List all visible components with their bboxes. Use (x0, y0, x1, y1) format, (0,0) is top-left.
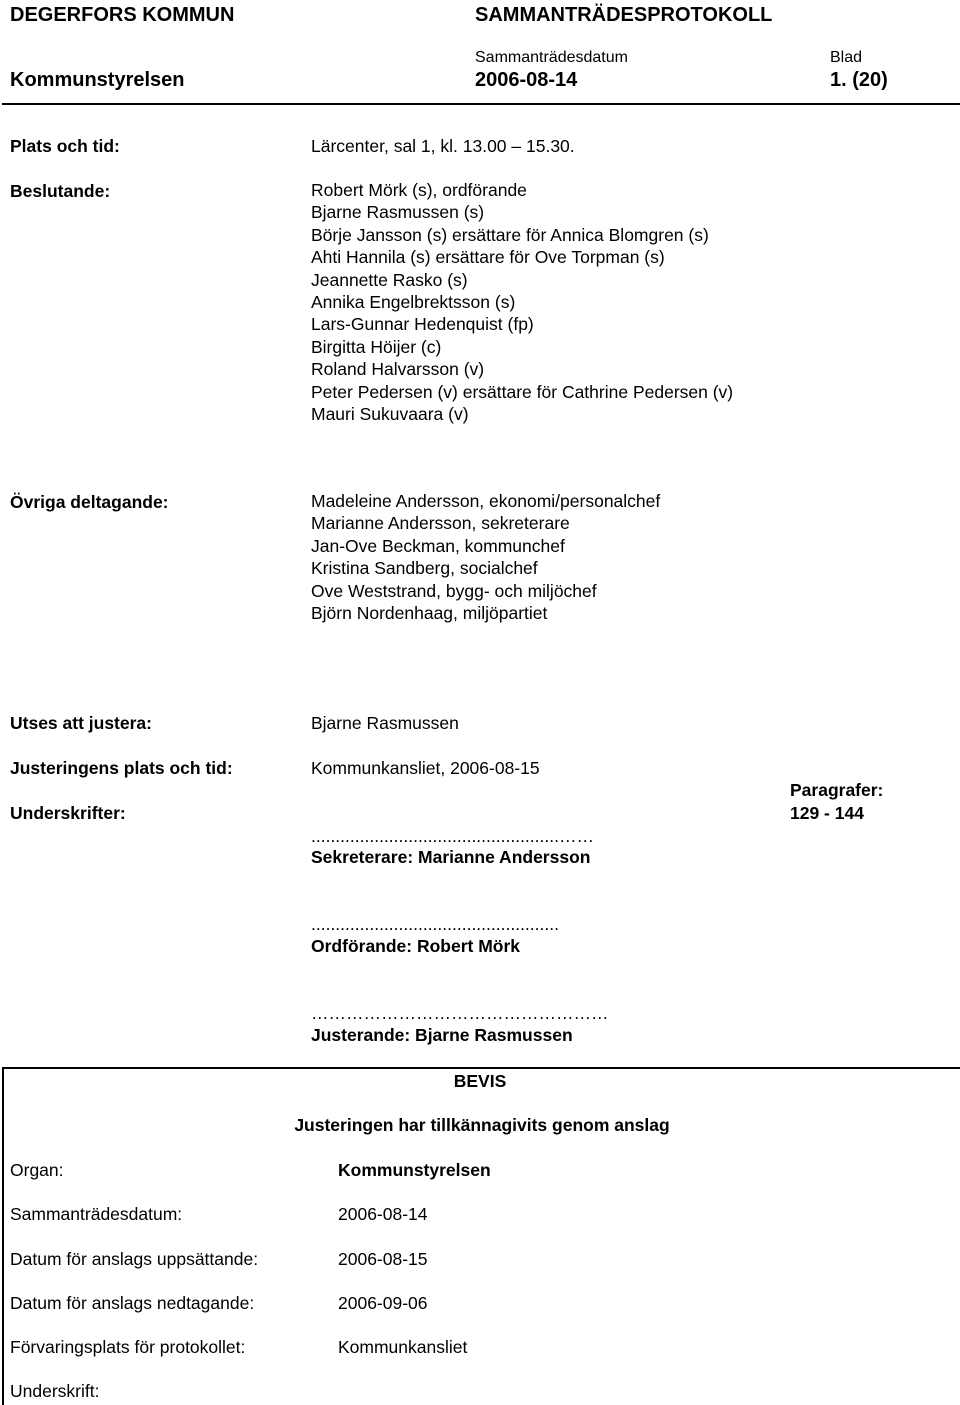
secretary-signature: Sekreterare: Marianne Andersson (311, 847, 591, 867)
storage-label: Förvaringsplats för protokollet: (10, 1337, 246, 1357)
list-item: Annika Engelbrektsson (s) (311, 291, 516, 312)
list-item: Ahti Hannila (s) ersättare för Ove Torpman (s) (311, 247, 665, 268)
signature-line: ...................................................…… (311, 826, 594, 846)
page-number: 1. (20) (830, 69, 888, 91)
list-item: Jeannette Rasko (s) (311, 269, 468, 290)
adjuster-value: Bjarne Rasmussen (311, 713, 459, 733)
paragraphs-label: Paragrafer: (790, 780, 884, 800)
list-item: Ove Weststrand, bygg- och miljöchef (311, 580, 597, 601)
chair-signature: Ordförande: Robert Mörk (311, 936, 521, 956)
list-item: Jan-Ove Beckman, kommunchef (311, 535, 565, 556)
signature-field-label: Underskrift: (10, 1381, 100, 1401)
list-item: Mauri Sukuvaara (v) (311, 403, 469, 424)
proof-subtitle: Justeringen har tillkännagivits genom anslag (294, 1115, 670, 1135)
list-item: Björn Nordenhaag, miljöpartiet (311, 602, 548, 623)
removed-date-label: Datum för anslags nedtagande: (10, 1293, 255, 1313)
list-item: Lars-Gunnar Hedenquist (fp) (311, 314, 534, 335)
list-item: Marianne Andersson, sekreterare (311, 513, 570, 534)
storage-value: Kommunkansliet (338, 1337, 468, 1357)
meeting-date: 2006-08-14 (475, 69, 578, 91)
list-item: Roland Halvarsson (v) (311, 359, 485, 380)
list-item: Kristina Sandberg, socialchef (311, 558, 538, 579)
posted-date-label: Datum för anslags uppsättande: (10, 1249, 259, 1269)
organ-value: Kommunstyrelsen (338, 1160, 491, 1180)
list-item: Madeleine Andersson, ekonomi/personalchef (311, 491, 661, 511)
meeting-date-label: Sammanträdesdatum (475, 49, 628, 66)
others-list (311, 490, 660, 624)
proof-date-label: Sammanträdesdatum: (10, 1204, 183, 1224)
header-divider (2, 103, 960, 105)
adjust-place-label: Justeringens plats och tid: (10, 758, 233, 778)
list-item: Börje Jansson (s) ersättare för Annica Blomgren (s) (311, 224, 709, 245)
others-label: Övriga deltagande: (10, 492, 169, 512)
posted-date-value: 2006-08-15 (338, 1249, 428, 1269)
adjuster-label: Utses att justera: (10, 713, 152, 733)
proof-date-value: 2006-08-14 (338, 1204, 428, 1224)
committee-name: Kommunstyrelsen (10, 69, 185, 91)
organ-label: Organ: (10, 1160, 64, 1180)
list-item: Bjarne Rasmussen (s) (311, 202, 485, 223)
list-item: Robert Mörk (s), ordförande (311, 180, 527, 200)
page-label: Blad (830, 49, 863, 66)
adjuster-signature: Justerande: Bjarne Rasmussen (311, 1025, 573, 1045)
proof-box-top (2, 1067, 960, 1069)
place-label: Plats och tid: (10, 136, 120, 156)
deciders-list (311, 179, 733, 425)
document-type: SAMMANTRÄDESPROTOKOLL (475, 4, 773, 26)
list-item: Birgitta Höijer (c) (311, 336, 442, 357)
signature-line: …………………………………………… (311, 1003, 609, 1023)
place-value: Lärcenter, sal 1, kl. 13.00 – 15.30. (311, 136, 575, 156)
paragraphs-value: 129 - 144 (790, 803, 864, 823)
municipality-name: DEGERFORS KOMMUN (10, 4, 235, 26)
adjust-place-value: Kommunkansliet, 2006-08-15 (311, 758, 540, 778)
list-item: Peter Pedersen (v) ersättare för Cathrine Pedersen (v) (311, 381, 734, 402)
proof-title: BEVIS (453, 1071, 507, 1091)
deciders-label: Beslutande: (10, 181, 111, 201)
removed-date-value: 2006-09-06 (338, 1293, 428, 1313)
signature-line: ................................................... (311, 914, 559, 934)
signatures-label: Underskrifter: (10, 803, 126, 823)
